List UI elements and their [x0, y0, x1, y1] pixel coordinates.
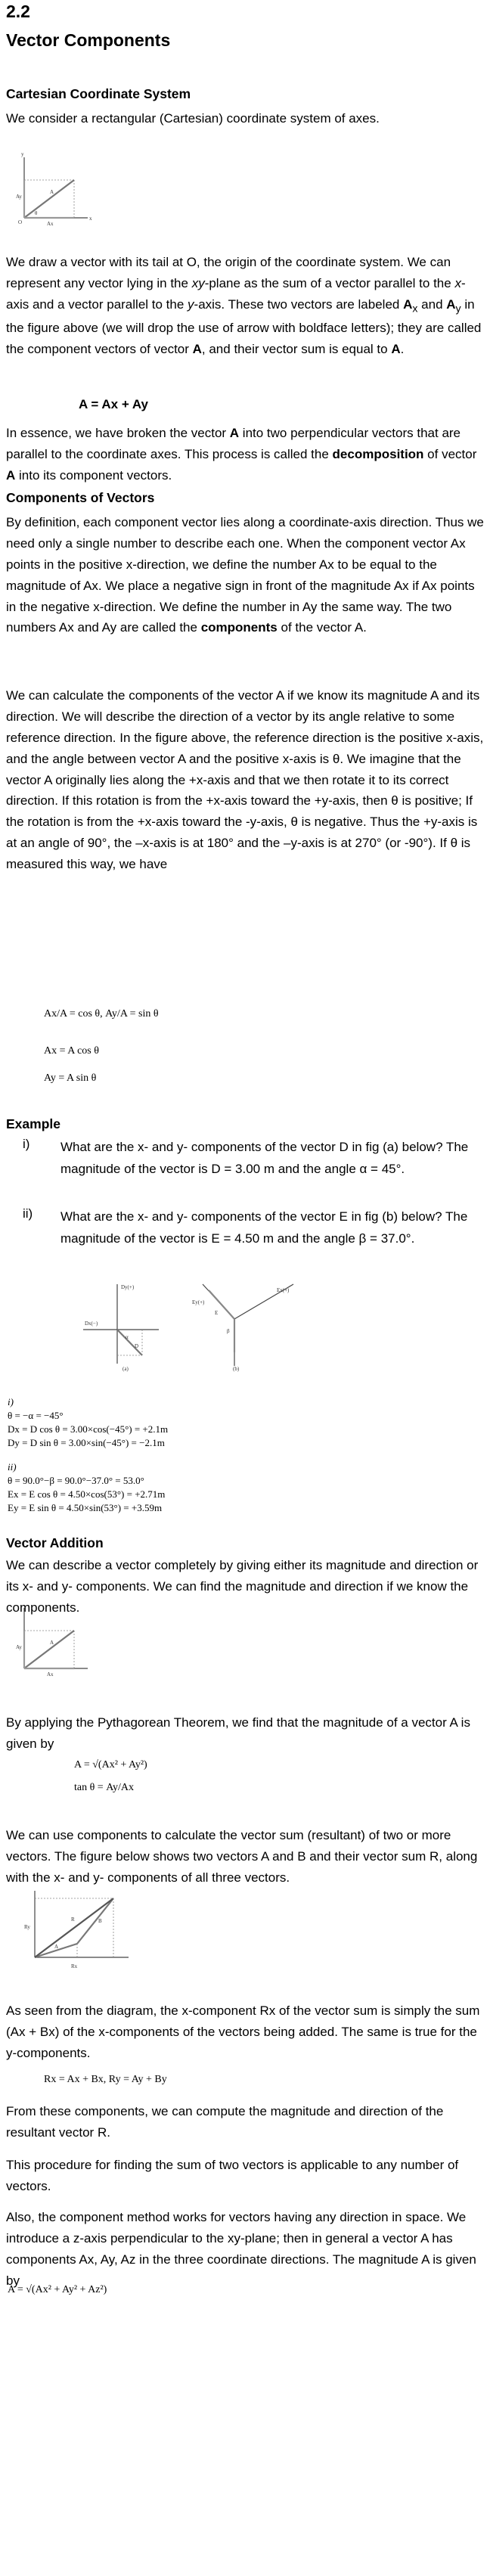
- vector-components-figure: [15, 151, 91, 227]
- magnitude-3d-equation: A = √(Ax² + Ay² + Az²): [8, 2284, 107, 2295]
- svg-text:A: A: [54, 1944, 59, 1950]
- svg-text:Ax: Ax: [47, 221, 54, 227]
- ay-equation: Ay = A sin θ: [44, 1072, 97, 1084]
- solution-1-line-3: Dy = D sin θ = 3.00×sin(−45°) = −2.1m: [8, 1437, 165, 1448]
- components-heading: Components of Vectors: [6, 490, 155, 505]
- addition-heading: Vector Addition: [6, 1535, 104, 1550]
- svg-text:A: A: [50, 1640, 54, 1646]
- cartesian-paragraph-2: In essence, we have broken the vector A into two perpendicular vectors that are parallel to the coordinate axes. This process is called the decomposition of vector A into its component vectors.: [6, 426, 477, 483]
- question-1: What are the x- and y- components of the vector D in fig (a) below? The magnitude of the vector is D = 3.00 m and the angle α = 45°.: [60, 1140, 469, 1176]
- solution-2-line-3: Ey = E sin θ = 4.50×sin(53°) = +3.59m: [8, 1502, 163, 1513]
- solution-2-line-1: θ = 90.0°−β = 90.0°−37.0° = 53.0°: [8, 1475, 144, 1486]
- svg-text:Ey(+): Ey(+): [192, 1299, 205, 1305]
- page-title: Vector Components: [6, 30, 171, 50]
- svg-text:(b): (b): [233, 1366, 240, 1372]
- magnitude-equation: A = √(Ax² + Ay²): [74, 1759, 147, 1771]
- svg-text:Dx(−): Dx(−): [85, 1321, 98, 1327]
- svg-text:α: α: [126, 1334, 129, 1340]
- svg-text:B: B: [98, 1918, 102, 1924]
- section-number: 2.2: [6, 2, 30, 21]
- cartesian-paragraph-1: We draw a vector with its tail at O, the origin of the coordinate system. We can represent any vector lying in the xy-plane as the sum of a vector parallel to the x-axis and a vector parallel to the y-axis. These two vectors are labeled $A_x$ and $A_y$ in the figure above (we will drop the use of arrow with boldface letters); they are called the component vectors of vector A, and their vector sum is equal to A.: [6, 255, 482, 357]
- vector-sum-figure: [18, 1888, 132, 1975]
- svg-text:x: x: [89, 216, 92, 222]
- question-2: What are the x- and y- components of the vector E in fig (b) below? The magnitude of the vector is E = 4.50 m and the angle β = 37.0°.: [60, 1209, 468, 1246]
- solution-1-label: i): [8, 1396, 14, 1407]
- components-paragraph-2: We can calculate the components of the vector A if we know its magnitude A and its direction. We will describe the direction of a vector by its angle relative to some reference direction. In the figure above, the reference direction is the positive x-axis, and the angle between vector A and the positive x-axis is θ. We imagine that the vector A originally lies along the +x-axis and that we then rotate it to its correct direction. If this rotation is from the +x-axis toward the +y-axis, then θ is positive; If the rotation is from the +x-axis toward the -y-axis, θ is negative. Thus the +y-axis is at an angle of 90°, the –x-axis is at 180° and the –y-axis is at 270° (or -90°). If θ is measured this way, we have: [6, 688, 484, 871]
- ratio-equations: Ax/A = cos θ, Ay/A = sin θ: [44, 1008, 159, 1020]
- svg-text:Dy(+): Dy(+): [121, 1284, 135, 1290]
- tangent-equation: tan θ = Ay/Ax: [74, 1782, 135, 1793]
- svg-text:Ry: Ry: [24, 1924, 30, 1930]
- svg-text:R: R: [71, 1916, 75, 1923]
- svg-text:Ex(+): Ex(+): [277, 1287, 290, 1293]
- svg-text:θ: θ: [35, 210, 38, 216]
- solution-2-line-2: Ex = E cos θ = 4.50×cos(53°) = +2.71m: [8, 1488, 166, 1500]
- addition-paragraph-5: From these components, we can compute the magnitude and direction of the resultant vector R.: [6, 2104, 444, 2140]
- svg-text:Ay: Ay: [16, 1644, 22, 1650]
- solution-1-line-1: θ = −α = −45°: [8, 1410, 64, 1421]
- svg-text:y: y: [21, 151, 24, 157]
- question-1-number: i): [23, 1137, 30, 1151]
- addition-paragraph-1: We can describe a vector completely by giving either its magnitude and direction or its x- and y- components. We can find the magnitude and direction if we know the components.: [6, 1558, 479, 1615]
- cartesian-intro: We consider a rectangular (Cartesian) coordinate system of axes.: [6, 111, 380, 126]
- example-figure-a: [76, 1277, 166, 1371]
- question-2-number: ii): [23, 1206, 33, 1221]
- svg-text:(a): (a): [122, 1366, 129, 1372]
- addition-paragraph-7: Also, the component method works for vectors having any direction in space. We introduce a z-axis perpendicular to the xy-plane; then in general a vector A has components Ax, Ay, Az in the three coordinate directions. The magnitude A is given by: [6, 2210, 476, 2288]
- addition-paragraph-3: We can use components to calculate the vector sum (resultant) of two or more vectors. The figure below shows two vectors A and B and their vector sum R, along with the x- and y- components of all three vectors.: [6, 1828, 478, 1885]
- resultant-equations: Rx = Ax + Bx, Ry = Ay + By: [44, 2074, 167, 2085]
- addition-paragraph-2: By applying the Pythagorean Theorem, we find that the magnitude of a vector A is given by: [6, 1715, 470, 1751]
- svg-text:A: A: [50, 189, 54, 195]
- svg-text:Rx: Rx: [71, 1963, 78, 1969]
- svg-text:Ay: Ay: [16, 194, 22, 200]
- addition-paragraph-6: This procedure for finding the sum of two vectors is applicable to any number of vectors.: [6, 2158, 459, 2193]
- example-figure-b: [188, 1277, 301, 1371]
- solution-2-label: ii): [8, 1461, 17, 1473]
- svg-text:β: β: [227, 1328, 230, 1334]
- svg-text:D: D: [135, 1343, 139, 1349]
- vector-magnitude-figure: [15, 1602, 91, 1678]
- vector-sum-equation: A = Ax + Ay: [79, 397, 148, 411]
- components-paragraph-1: By definition, each component vector lies along a coordinate-axis direction. Thus we need only a single number to describe each one. When the component vector Ax points in the positive x-direction, we define the number Ax to be equal to the magnitude of Ax. We place a negative sign in front of the magnitude Ax if Ax points in the negative x-direction. We define the number in Ay the same way. The two numbers Ax and Ay are called the components of the vector A.: [6, 515, 484, 635]
- svg-text:Ax: Ax: [47, 1671, 54, 1678]
- example-heading: Example: [6, 1116, 60, 1131]
- solution-1-line-2: Dx = D cos θ = 3.00×cos(−45°) = +2.1m: [8, 1423, 169, 1435]
- ax-equation: Ax = A cos θ: [44, 1045, 99, 1057]
- cartesian-heading: Cartesian Coordinate System: [6, 86, 191, 101]
- addition-paragraph-4: As seen from the diagram, the x-component Rx of the vector sum is simply the sum (Ax + Bx) of the x-components of the vectors being added. The same is true for the y-components.: [6, 2003, 480, 2060]
- svg-text:O: O: [18, 219, 23, 225]
- svg-text:E: E: [215, 1310, 219, 1316]
